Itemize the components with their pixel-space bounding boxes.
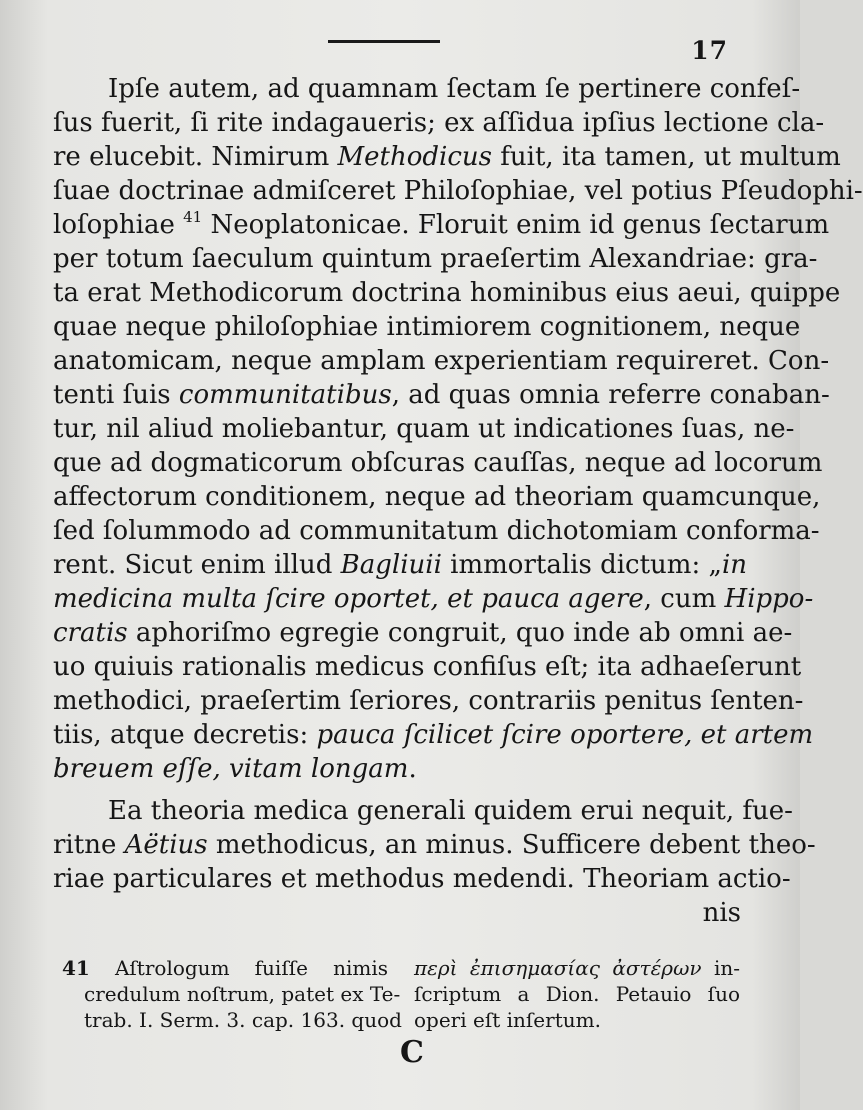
italic-run: Aëtius <box>124 830 208 860</box>
text-line <box>53 378 830 412</box>
italic-run: pauca ſcilicet ſcire oportere, et artem <box>316 720 814 750</box>
footnote-line <box>62 1007 402 1033</box>
page-number: 17 <box>691 36 728 65</box>
italic-run: περὶ ἐπισημασίας ἀστέρων <box>414 956 702 980</box>
text-line <box>53 242 818 276</box>
text-run: credulum noſtrum, patet ex Te- <box>84 982 401 1006</box>
text-line <box>53 446 823 480</box>
text-run: uo quiuis rationalis medicus confiſus eſt; ita adhaeſerunt <box>53 652 802 682</box>
text-run: ſed ſolummodo ad communitatum dichotomiam conforma- <box>53 516 820 546</box>
header-rule <box>328 40 440 43</box>
italic-run: breuem eſſe, vitam longam <box>53 754 409 784</box>
paragraph-gap <box>53 786 741 794</box>
footnote-line <box>414 1007 740 1033</box>
italic-run: Bagliuii <box>340 550 442 580</box>
italic-run: in <box>721 550 748 580</box>
text-line <box>53 310 801 344</box>
text-run: rent. Sicut enim illud <box>53 550 341 580</box>
text-run: ta erat Methodicorum doctrina hominibus eius aeui, quippe <box>53 278 841 308</box>
text-line <box>53 514 820 548</box>
text-run: Neoplatonicae. Floruit enim id genus ſectarum <box>202 210 830 240</box>
text-run: Ipſe autem, ad quamnam ſectam ſe pertinere confeſ- <box>108 74 801 104</box>
footnote-line <box>414 981 740 1007</box>
text-run: anatomicam, neque amplam experientiam requireret. Con- <box>53 346 830 376</box>
text-line <box>53 752 741 786</box>
text-line <box>53 828 816 862</box>
text-run: tenti ſuis <box>53 380 179 410</box>
text-line <box>53 718 814 752</box>
text-run: aphoriſmo egregie congruit, quo inde ab omni ae- <box>127 618 793 648</box>
text-run: tiis, atque decretis: <box>53 720 317 750</box>
footnote-line <box>62 955 388 981</box>
italic-run: communitatibus <box>178 380 392 410</box>
text-line <box>53 650 802 684</box>
main-text-block <box>53 72 863 930</box>
text-line <box>53 344 830 378</box>
text-run: ſuae doctrinae admiſceret Philoſophiae, vel potius Pſeudophi- <box>53 176 863 206</box>
text-line <box>53 140 841 174</box>
text-run: nis <box>702 898 741 928</box>
footnote-line <box>414 955 740 981</box>
footnote-left-column <box>62 955 402 1033</box>
text-line <box>53 174 863 208</box>
text-run: que ad dogmaticorum obſcuras cauſſas, neque ad locorum <box>53 448 823 478</box>
footnote-number: 41 <box>62 956 90 980</box>
text-line <box>53 896 741 930</box>
italic-run: medicina multa ſcire oportet, et pauca agere <box>53 584 644 614</box>
text-run: , cum <box>643 584 725 614</box>
text-run: loſophiae <box>53 210 184 240</box>
text-line <box>53 684 804 718</box>
text-line <box>53 794 793 828</box>
text-run: immortalis dictum: „ <box>441 550 722 580</box>
text-line <box>53 862 791 896</box>
text-line <box>53 616 793 650</box>
text-run: methodicus, an minus. Sufficere debent theo- <box>207 830 816 860</box>
text-line <box>53 208 830 242</box>
text-run: ſus fuerit, ſi rite indagaueris; ex aſſidua ipſius lectione cla- <box>53 108 825 138</box>
italic-run: Hippo- <box>724 584 814 614</box>
footnote-line <box>62 981 401 1007</box>
italic-run: Methodicus <box>337 142 493 172</box>
text-run: Ea theoria medica generali quidem erui nequit, fue- <box>108 796 793 826</box>
footnote-reference: 41 <box>183 208 203 226</box>
text-run: trab. I. Serm. 3. cap. 163. quod <box>84 1008 402 1032</box>
footnote-right-column <box>414 955 740 1033</box>
text-run: fuit, ita tamen, ut multum <box>492 142 841 172</box>
text-line <box>53 72 801 106</box>
italic-run: cratis <box>53 618 128 648</box>
text-run: quae neque philoſophiae intimiorem cognitionem, neque <box>53 312 801 342</box>
text-line <box>53 276 841 310</box>
text-run: methodici, praeſertim ſeriores, contrariis penitus ſenten- <box>53 686 804 716</box>
text-run: per totum ſaeculum quintum praeſertim Alexandriae: gra- <box>53 244 818 274</box>
text-run: . <box>408 754 417 784</box>
text-line <box>53 106 825 140</box>
footnote <box>62 955 740 1033</box>
text-line <box>53 480 821 514</box>
text-run: re elucebit. Nimirum <box>53 142 338 172</box>
text-run: , ad quas omnia referre conaban- <box>391 380 830 410</box>
text-line <box>53 548 748 582</box>
text-line <box>53 582 814 616</box>
text-run: ritne <box>53 830 125 860</box>
text-run: in- <box>701 956 740 980</box>
text-run: riae particulares et methodus medendi. Theoriam actio- <box>53 864 791 894</box>
text-run: Aſtrologum fuiſſe nimis <box>89 956 388 980</box>
text-run: ſcriptum a Dion. Petauio ſuo <box>414 982 740 1006</box>
signature-mark: C <box>400 1035 424 1070</box>
text-run: tur, nil aliud moliebantur, quam ut indicationes ſuas, ne- <box>53 414 795 444</box>
text-run: affectorum conditionem, neque ad theoriam quamcunque, <box>53 482 821 512</box>
text-line <box>53 412 795 446</box>
text-run: operi eſt inſertum. <box>414 1008 601 1032</box>
